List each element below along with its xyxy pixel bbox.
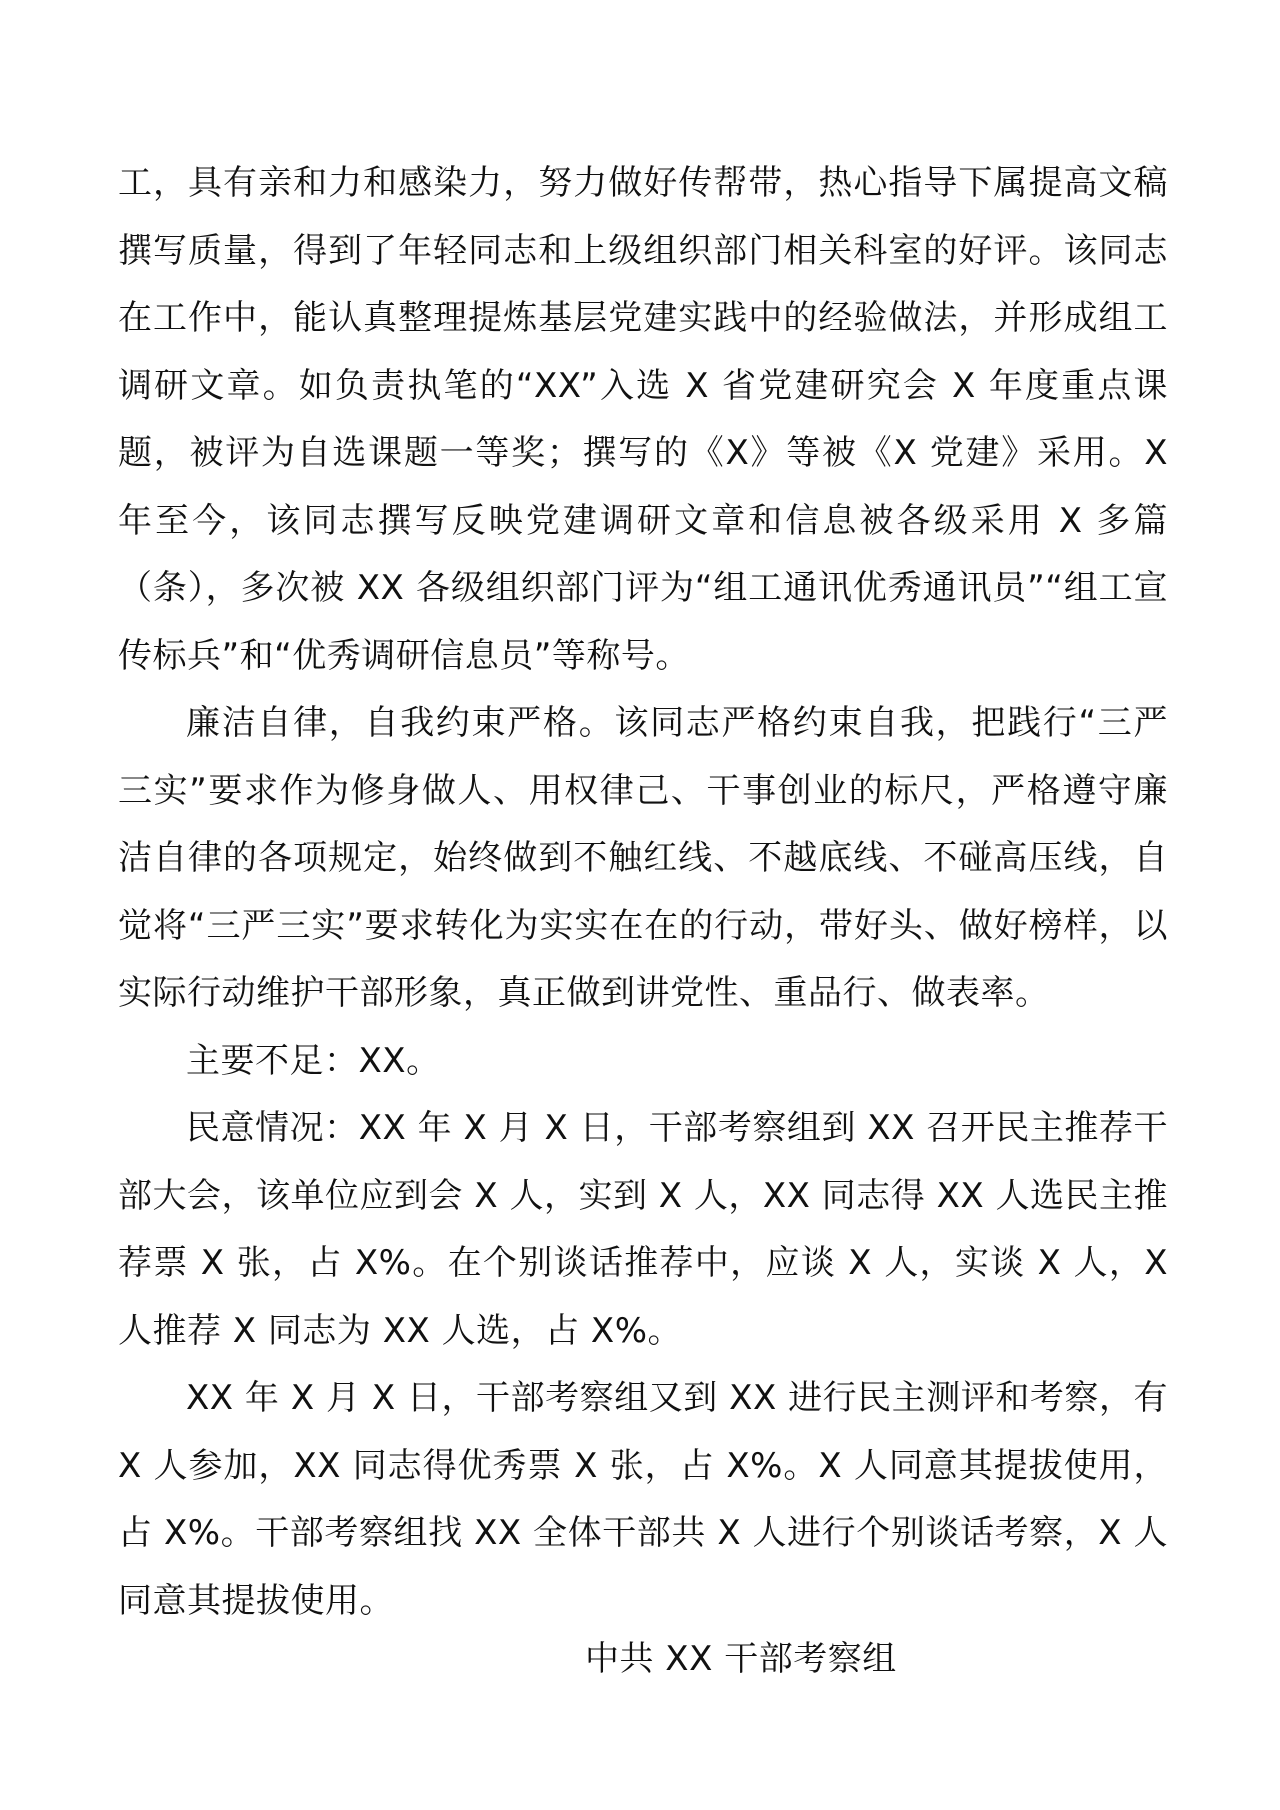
paragraph-shortcomings: 主要不足：XX。 [186, 1040, 441, 1081]
signature-line: 中共 XX 干部考察组 [585, 1639, 897, 1679]
paragraph-continuation: 工，具有亲和力和感染力，努力做好传帮带，热心指导下属提高文稿撰写质量，得到了年轻同志和上级组织部门相关科室的好评。该同志在工作中，能认真整理提炼基层党建实践中的经验做法，并形成组工调研文章。如负责执笔的“XX”入选 X 省党建研究会 X 年度重点课题，被评为自选课题一等奖；撰写的《X》等被《X 党建》采用。X 年至今，该同志撰写反映党建调研文章和信息被各级采用 X 多篇（条），多次被 XX 各级组织部门评为“组工通讯优秀通讯员”“组工宣传标兵”和“优秀调研信息员”等称号。 [118, 163, 1168, 676]
paragraph-public-opinion: 民意情况：XX 年 X 月 X 日，干部考察组到 XX 召开民主推荐干部大会，该单位应到会 X 人，实到 X 人，XX 同志得 XX 人选民主推荐票 X 张，占 X%。在个别谈话推荐中，应谈 X 人，实谈 X 人，X 人推荐 X 同志为 XX 人选，占 X%。 [118, 1108, 1168, 1351]
paragraph-evaluation: XX 年 X 月 X 日，干部考察组又到 XX 进行民主测评和考察，有 X 人参加，XX 同志得优秀票 X 张，占 X%。X 人同意其提拔使用，占 X%。干部考察组找 XX 全体干部共 X 人进行个别谈话考察，X 人同意其提拔使用。 [118, 1378, 1168, 1621]
paragraph-integrity: 廉洁自律，自我约束严格。该同志严格约束自我，把践行“三严三实”要求作为修身做人、用权律己、干事创业的标尺，严格遵守廉洁自律的各项规定，始终做到不触红线、不越底线、不碰高压线，自觉将“三严三实”要求转化为实实在在的行动，带好头、做好榜样，以实际行动维护干部形象，真正做到讲党性、重品行、做表率。 [118, 703, 1168, 1013]
document-body [118, 150, 1168, 1635]
